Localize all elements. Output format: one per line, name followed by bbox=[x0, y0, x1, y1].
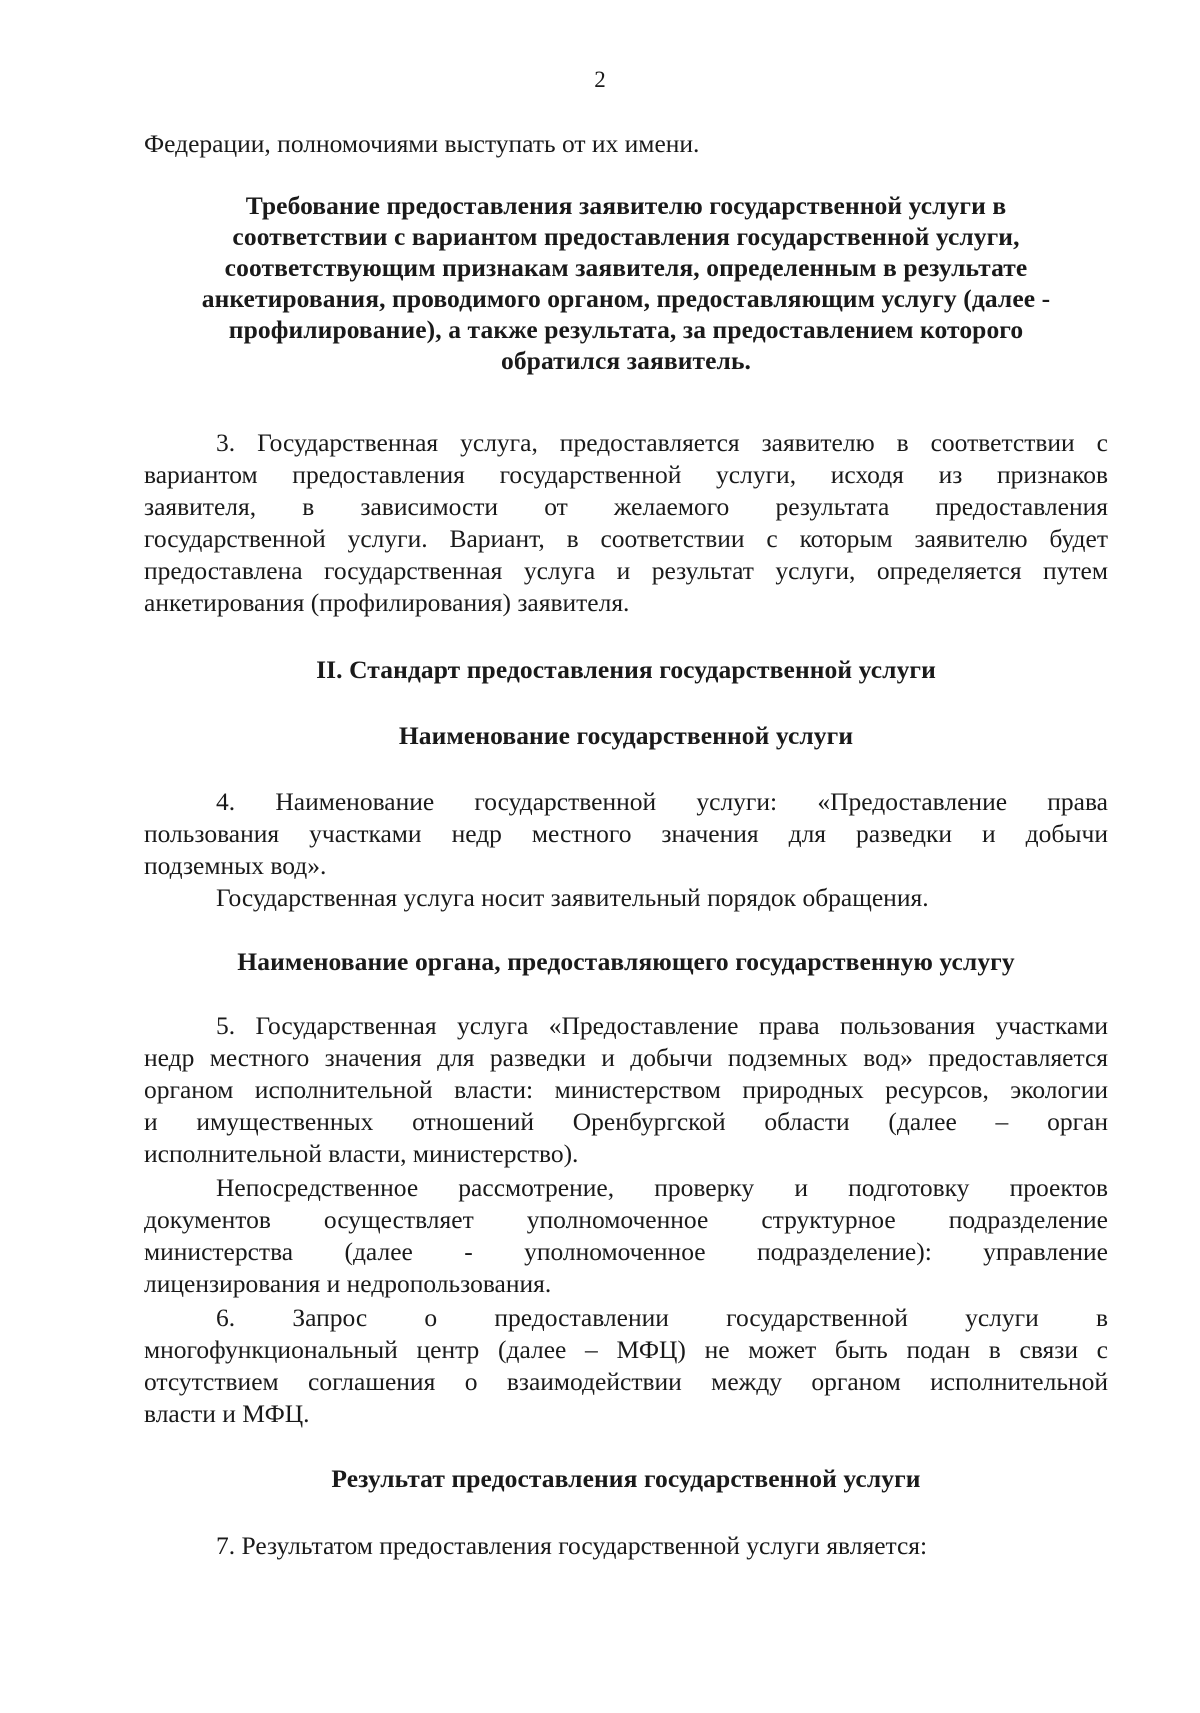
intro-tail bbox=[144, 128, 1108, 160]
text-line: отсутствием соглашения о взаимодействии между органом исполнительной bbox=[144, 1367, 1108, 1396]
text-line: 3. Государственная услуга, предоставляется заявителю в соответствии с bbox=[216, 428, 1108, 457]
paragraph-6 bbox=[144, 1302, 1108, 1430]
text-line: вариантом предоставления государственной услуги, исходя из признаков bbox=[144, 460, 1108, 489]
text-line: 6. Запрос о предоставлении государственной услуги в bbox=[216, 1303, 1108, 1332]
heading-requirement bbox=[144, 190, 1108, 376]
text-line: анкетирования (профилирования) заявителя. bbox=[144, 588, 630, 617]
text-line: министерства (далее - уполномоченное подразделение): управление bbox=[144, 1237, 1108, 1266]
text-line: подземных вод». bbox=[144, 851, 327, 880]
text-line: недр местного значения для разведки и добычи подземных вод» предоставляется bbox=[144, 1043, 1108, 1072]
heading-service-name: Наименование государственной услуги bbox=[398, 721, 854, 750]
text-line: исполнительной власти, министерство). bbox=[144, 1139, 579, 1168]
heading-line: анкетирования, проводимого органом, предоставляющим услугу (далее - bbox=[201, 284, 1051, 313]
heading-organ: Наименование органа, предоставляющего государственную услугу bbox=[237, 947, 1015, 976]
heading-result: Результат предоставления государственной услуги bbox=[331, 1464, 921, 1493]
text-line: власти и МФЦ. bbox=[144, 1399, 310, 1428]
paragraph-5 bbox=[144, 1010, 1108, 1170]
text-line: 4. Наименование государственной услуги: «Предоставление права bbox=[216, 787, 1108, 816]
text-line: предоставлена государственная услуга и результат услуги, определяется путем bbox=[144, 556, 1108, 585]
heading-line: обратился заявитель. bbox=[500, 346, 752, 375]
text-line: Непосредственное рассмотрение, проверку и подготовку проектов bbox=[216, 1173, 1108, 1202]
paragraph-5b bbox=[144, 1172, 1108, 1300]
paragraph-3 bbox=[144, 427, 1108, 619]
heading-line: соответствии с вариантом предоставления государственной услуги, bbox=[232, 222, 1020, 251]
paragraph-7 bbox=[144, 1530, 1108, 1562]
text-line: и имущественных отношений Оренбургской области (далее – орган bbox=[144, 1107, 1108, 1136]
paragraph-4 bbox=[144, 786, 1108, 882]
text-line: документов осуществляет уполномоченное структурное подразделение bbox=[144, 1205, 1108, 1234]
paragraph-4b bbox=[144, 882, 1108, 914]
section-title: II. Стандарт предоставления государственной услуги bbox=[316, 655, 936, 684]
text-line: лицензирования и недропользования. bbox=[144, 1269, 552, 1298]
text-line: 7. Результатом предоставления государственной услуги является: bbox=[216, 1531, 928, 1560]
text-line: государственной услуги. Вариант, в соответствии с которым заявителю будет bbox=[144, 524, 1108, 553]
heading-line: профилирование), а также результата, за предоставлением которого bbox=[228, 315, 1024, 344]
text-line: органом исполнительной власти: министерством природных ресурсов, экологии bbox=[144, 1075, 1108, 1104]
heading-line: Требование предоставления заявителю государственной услуги в bbox=[245, 191, 1007, 220]
text-line: многофункциональный центр (далее – МФЦ) не может быть подан в связи с bbox=[144, 1335, 1108, 1364]
text-line: заявителя, в зависимости от желаемого результата предоставления bbox=[144, 492, 1108, 521]
text-line: Государственная услуга носит заявительный порядок обращения. bbox=[216, 883, 929, 912]
text-line: 5. Государственная услуга «Предоставление права пользования участками bbox=[216, 1011, 1108, 1040]
text-line: Федерации, полномочиями выступать от их имени. bbox=[144, 129, 700, 158]
text-line: пользования участками недр местного значения для разведки и добычи bbox=[144, 819, 1108, 848]
heading-line: соответствующим признакам заявителя, определенным в результате bbox=[224, 253, 1028, 282]
page-number: 2 bbox=[594, 67, 606, 92]
